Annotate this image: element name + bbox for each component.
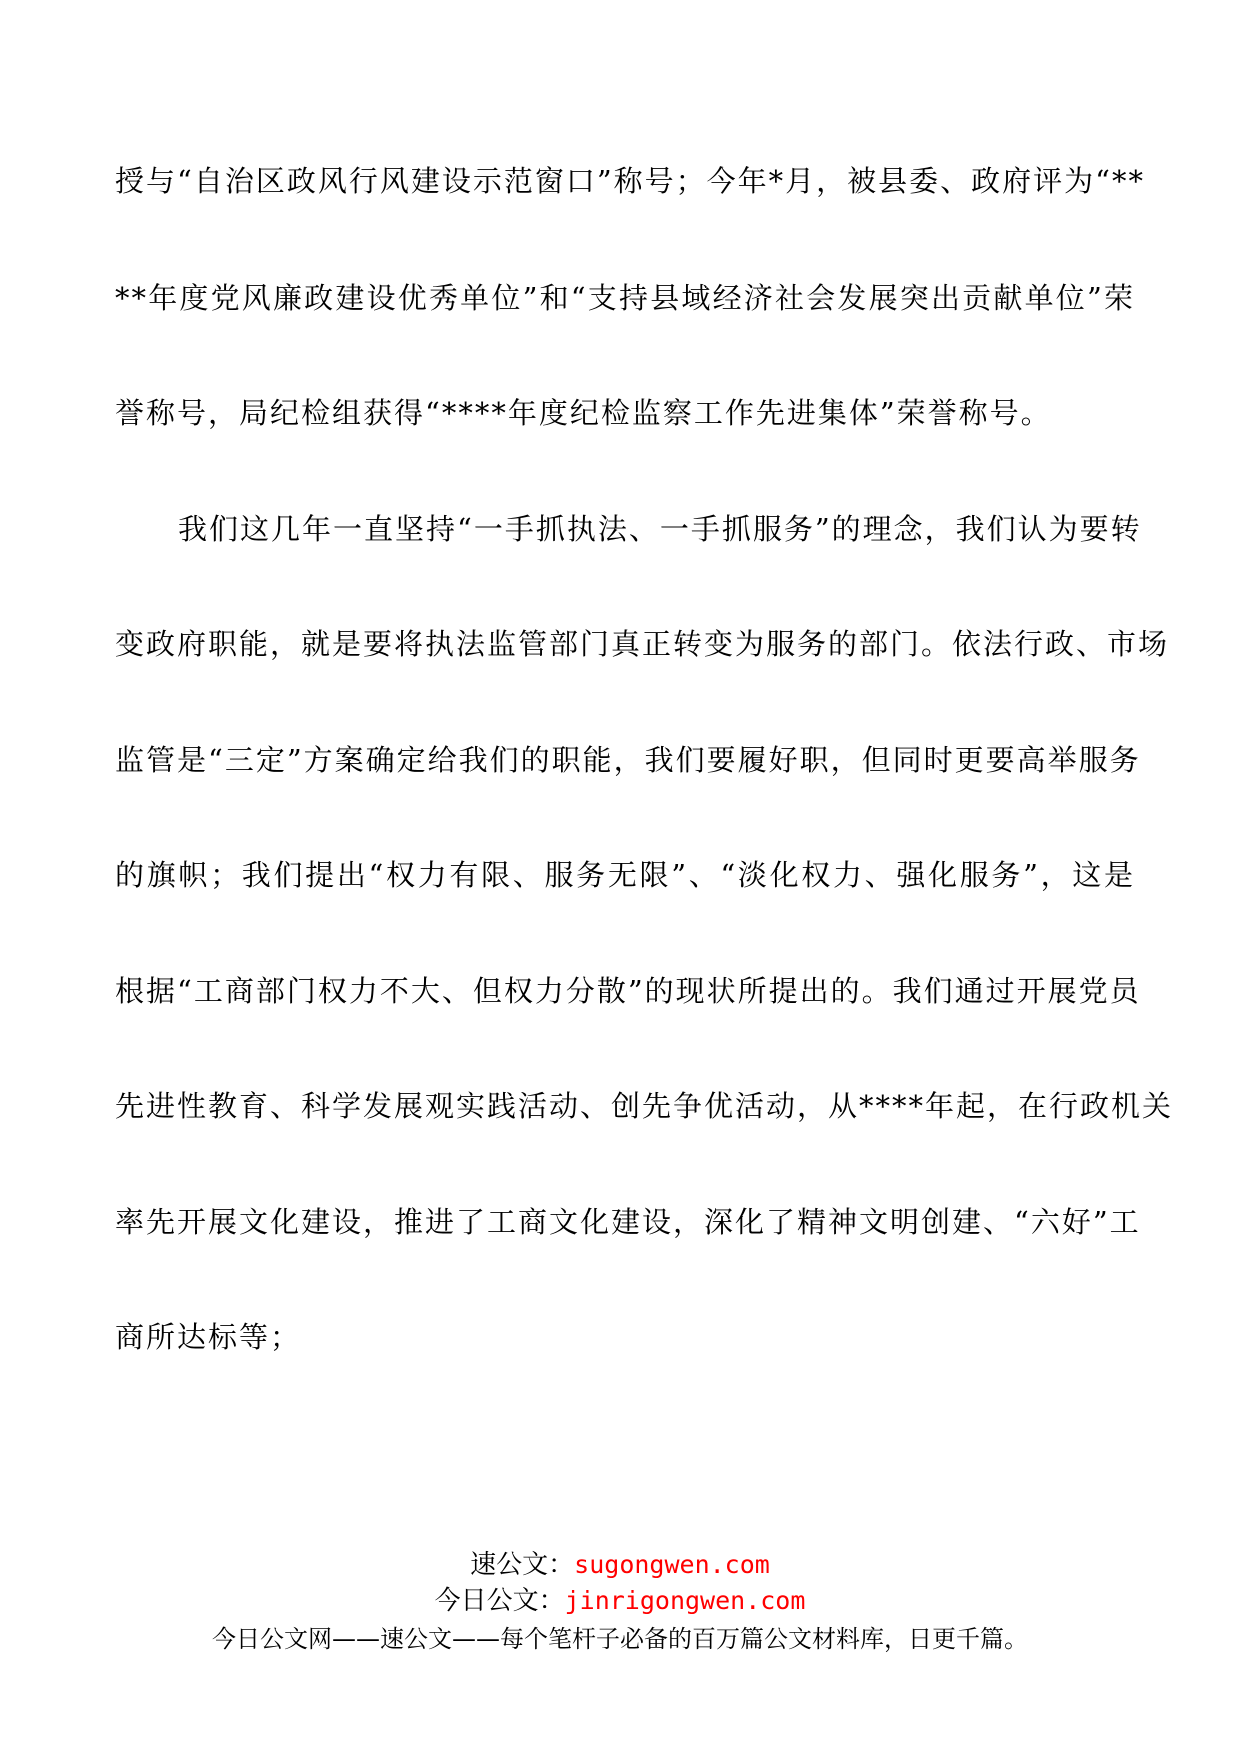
footer-sugongwen-label: 速公文：: [470, 1550, 575, 1580]
body-line-4: 我们这几年一直坚持“一手抓执法、一手抓服务”的理念，我们认为要转: [178, 512, 1142, 546]
body-line-1: 授与“自治区政风行风建设示范窗口”称号；今年*月，被县委、政府评为“**: [115, 164, 1145, 198]
body-line-2: **年度党风廉政建设优秀单位”和“支持县域经济社会发展突出贡献单位”荣: [115, 281, 1135, 315]
footer-jinrigongwen: [0, 1584, 1240, 1618]
body-line-9: 先进性教育、科学发展观实践活动、创先争优活动，从****年起，在行政机关: [115, 1089, 1174, 1123]
footer-tagline: 今日公文网——速公文——每个笔杆子必备的百万篇公文材料库，日更千篇。: [212, 1625, 1028, 1653]
body-line-6: 监管是“三定”方案确定给我们的职能，我们要履好职，但同时更要高举服务: [115, 743, 1141, 777]
footer-sugongwen: [0, 1548, 1240, 1582]
footer-sugongwen-link[interactable]: sugongwen.com: [574, 1550, 770, 1579]
body-line-8: 根据“工商部门权力不大、但权力分散”的现状所提出的。我们通过开展党员: [115, 974, 1141, 1008]
body-line-7: 的旗帜；我们提出“权力有限、服务无限”、“淡化权力、强化服务”，这是: [115, 858, 1135, 892]
body-line-10: 率先开展文化建设，推进了工商文化建设，深化了精神文明创建、“六好”工: [115, 1205, 1141, 1239]
body-line-3: 誉称号，局纪检组获得“****年度纪检监察工作先进集体”荣誉称号。: [115, 396, 1052, 430]
body-line-5: 变政府职能，就是要将执法监管部门真正转变为服务的部门。依法行政、市场: [115, 627, 1170, 661]
footer-jinrigongwen-label: 今日公文：: [434, 1586, 565, 1616]
footer-jinrigongwen-link[interactable]: jinrigongwen.com: [564, 1586, 806, 1615]
body-line-11: 商所达标等；: [115, 1320, 302, 1354]
